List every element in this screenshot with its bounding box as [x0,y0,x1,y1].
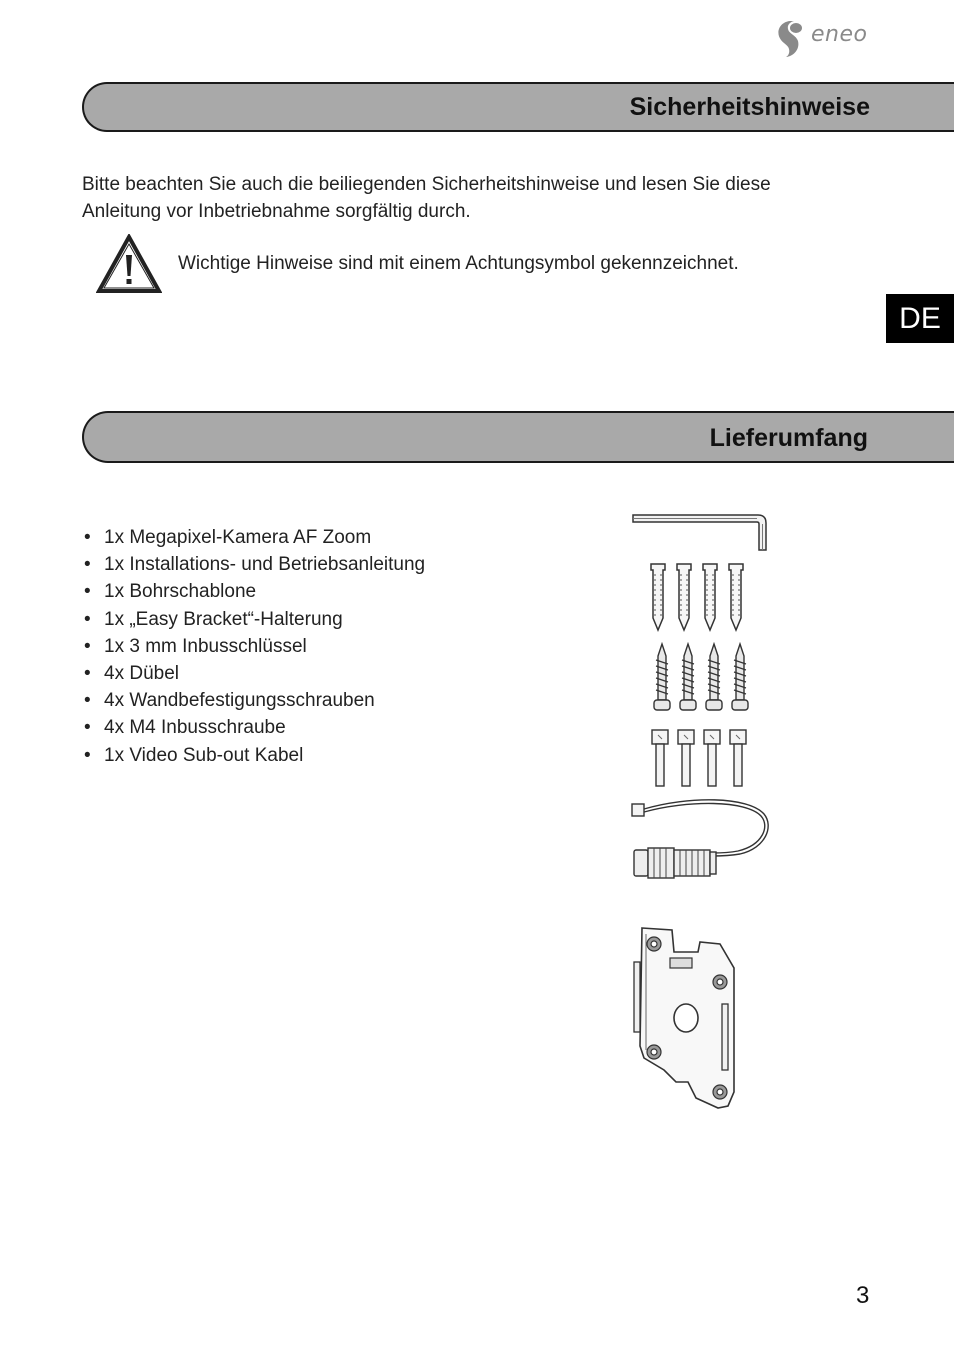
safety-section-header [82,82,954,132]
list-item: • 4x Dübel [84,660,425,687]
list-item: • 4x M4 Inbusschraube [84,714,425,741]
list-item: • 1x Megapixel-Kamera AF Zoom [84,524,425,551]
wall-plug-icon [645,560,760,632]
list-item: • 1x „Easy Bracket“-Halterung [84,606,425,633]
list-item: • 4x Wandbefestigungsschrauben [84,687,425,714]
scope-item-list [84,524,425,769]
hex-key-icon [630,510,775,555]
wood-screw-icon [650,642,760,716]
list-item: • 1x Bohrschablone [84,578,425,605]
page-number: 3 [856,1282,870,1309]
safety-intro-line-2: Anleitung vor Inbetriebnahme sorgfältig durch. [82,201,471,222]
scope-section-title: Lieferumfang [709,424,868,452]
video-cable-icon [628,798,773,882]
list-item: • 1x 3 mm Inbusschlüssel [84,633,425,660]
mounting-bracket-icon [628,922,746,1114]
safety-intro-line-1: Bitte beachten Sie auch die beiliegenden Sicherheitshinweise und lesen Sie diese [82,174,771,195]
safety-section-title: Sicherheitshinweise [629,93,870,121]
list-item: • 1x Video Sub-out Kabel [84,742,425,769]
language-tab: DE [886,294,954,343]
warning-triangle-icon [96,234,162,294]
scope-section-header [82,411,954,463]
hex-bolt-icon [648,728,758,790]
warning-note-text: Wichtige Hinweise sind mit einem Achtungsymbol gekennzeichnet. [178,253,739,274]
brand-logo-text: eneo [811,22,868,47]
list-item: • 1x Installations- und Betriebsanleitung [84,551,425,578]
